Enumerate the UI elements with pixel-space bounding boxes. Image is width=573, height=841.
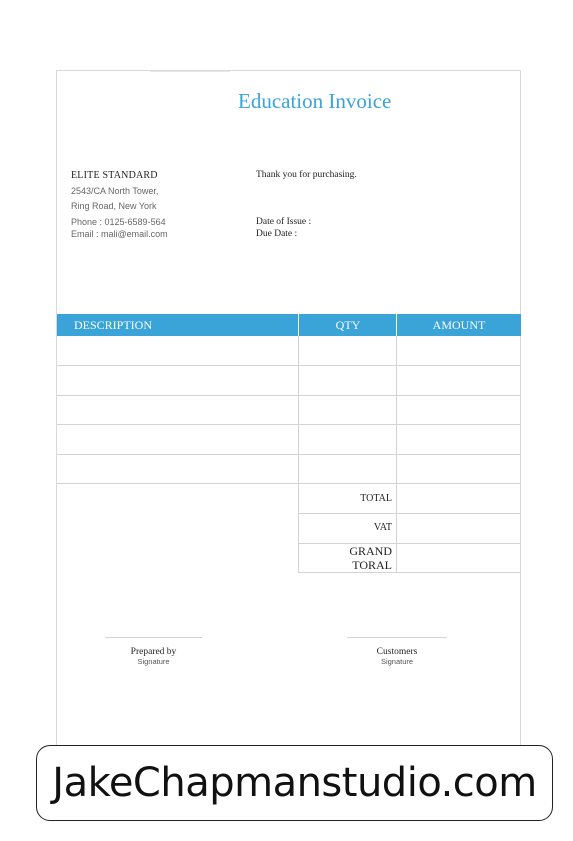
- column-divider: [396, 336, 397, 484]
- totals-row-line: [298, 513, 521, 514]
- totals-row-line: [298, 572, 521, 573]
- table-row: [57, 365, 521, 366]
- table-row: [57, 454, 521, 455]
- customers-label: Customers: [376, 647, 418, 657]
- company-name: ELITE STANDARD: [71, 170, 158, 181]
- address-line-2: Ring Road, New York: [71, 201, 157, 211]
- header-amount: AMOUNT: [432, 318, 486, 332]
- watermark-text: JakeChapmanstudio.com: [52, 760, 537, 806]
- prepared-by-label: Prepared by: [130, 647, 177, 657]
- address-line-1: 2543/CA North Tower,: [71, 186, 159, 196]
- invoice-title: Education Invoice: [238, 89, 392, 113]
- grand-total-label-line-2: TORAL: [352, 558, 392, 572]
- signature-line-customer: [347, 637, 447, 638]
- date-of-issue-label: Date of Issue :: [256, 217, 312, 227]
- grand-total-label-line-1: GRAND: [349, 544, 392, 558]
- table-row: [57, 395, 521, 396]
- thank-you-note: Thank you for purchasing.: [256, 170, 357, 180]
- due-date-label: Due Date :: [256, 229, 298, 239]
- totals-divider: [396, 484, 397, 573]
- header-qty: QTY: [335, 318, 361, 332]
- customer-signature-label: Signature: [380, 657, 414, 666]
- email: Email : mali@email.com: [71, 229, 168, 239]
- total-label: TOTAL: [360, 493, 392, 504]
- table-row: [57, 483, 521, 484]
- phone: Phone : 0125-6589-564: [71, 217, 166, 227]
- column-divider: [298, 336, 299, 484]
- prepared-signature-label: Signature: [137, 657, 170, 666]
- header-description: DESCRIPTION: [74, 318, 153, 332]
- watermark-banner: [36, 745, 553, 821]
- header-divider: [150, 71, 230, 72]
- table-header: [57, 314, 521, 336]
- vat-label: VAT: [373, 522, 392, 533]
- signature-line-prepared: [105, 637, 202, 638]
- table-row: [57, 424, 521, 425]
- line-items-table: [57, 336, 521, 484]
